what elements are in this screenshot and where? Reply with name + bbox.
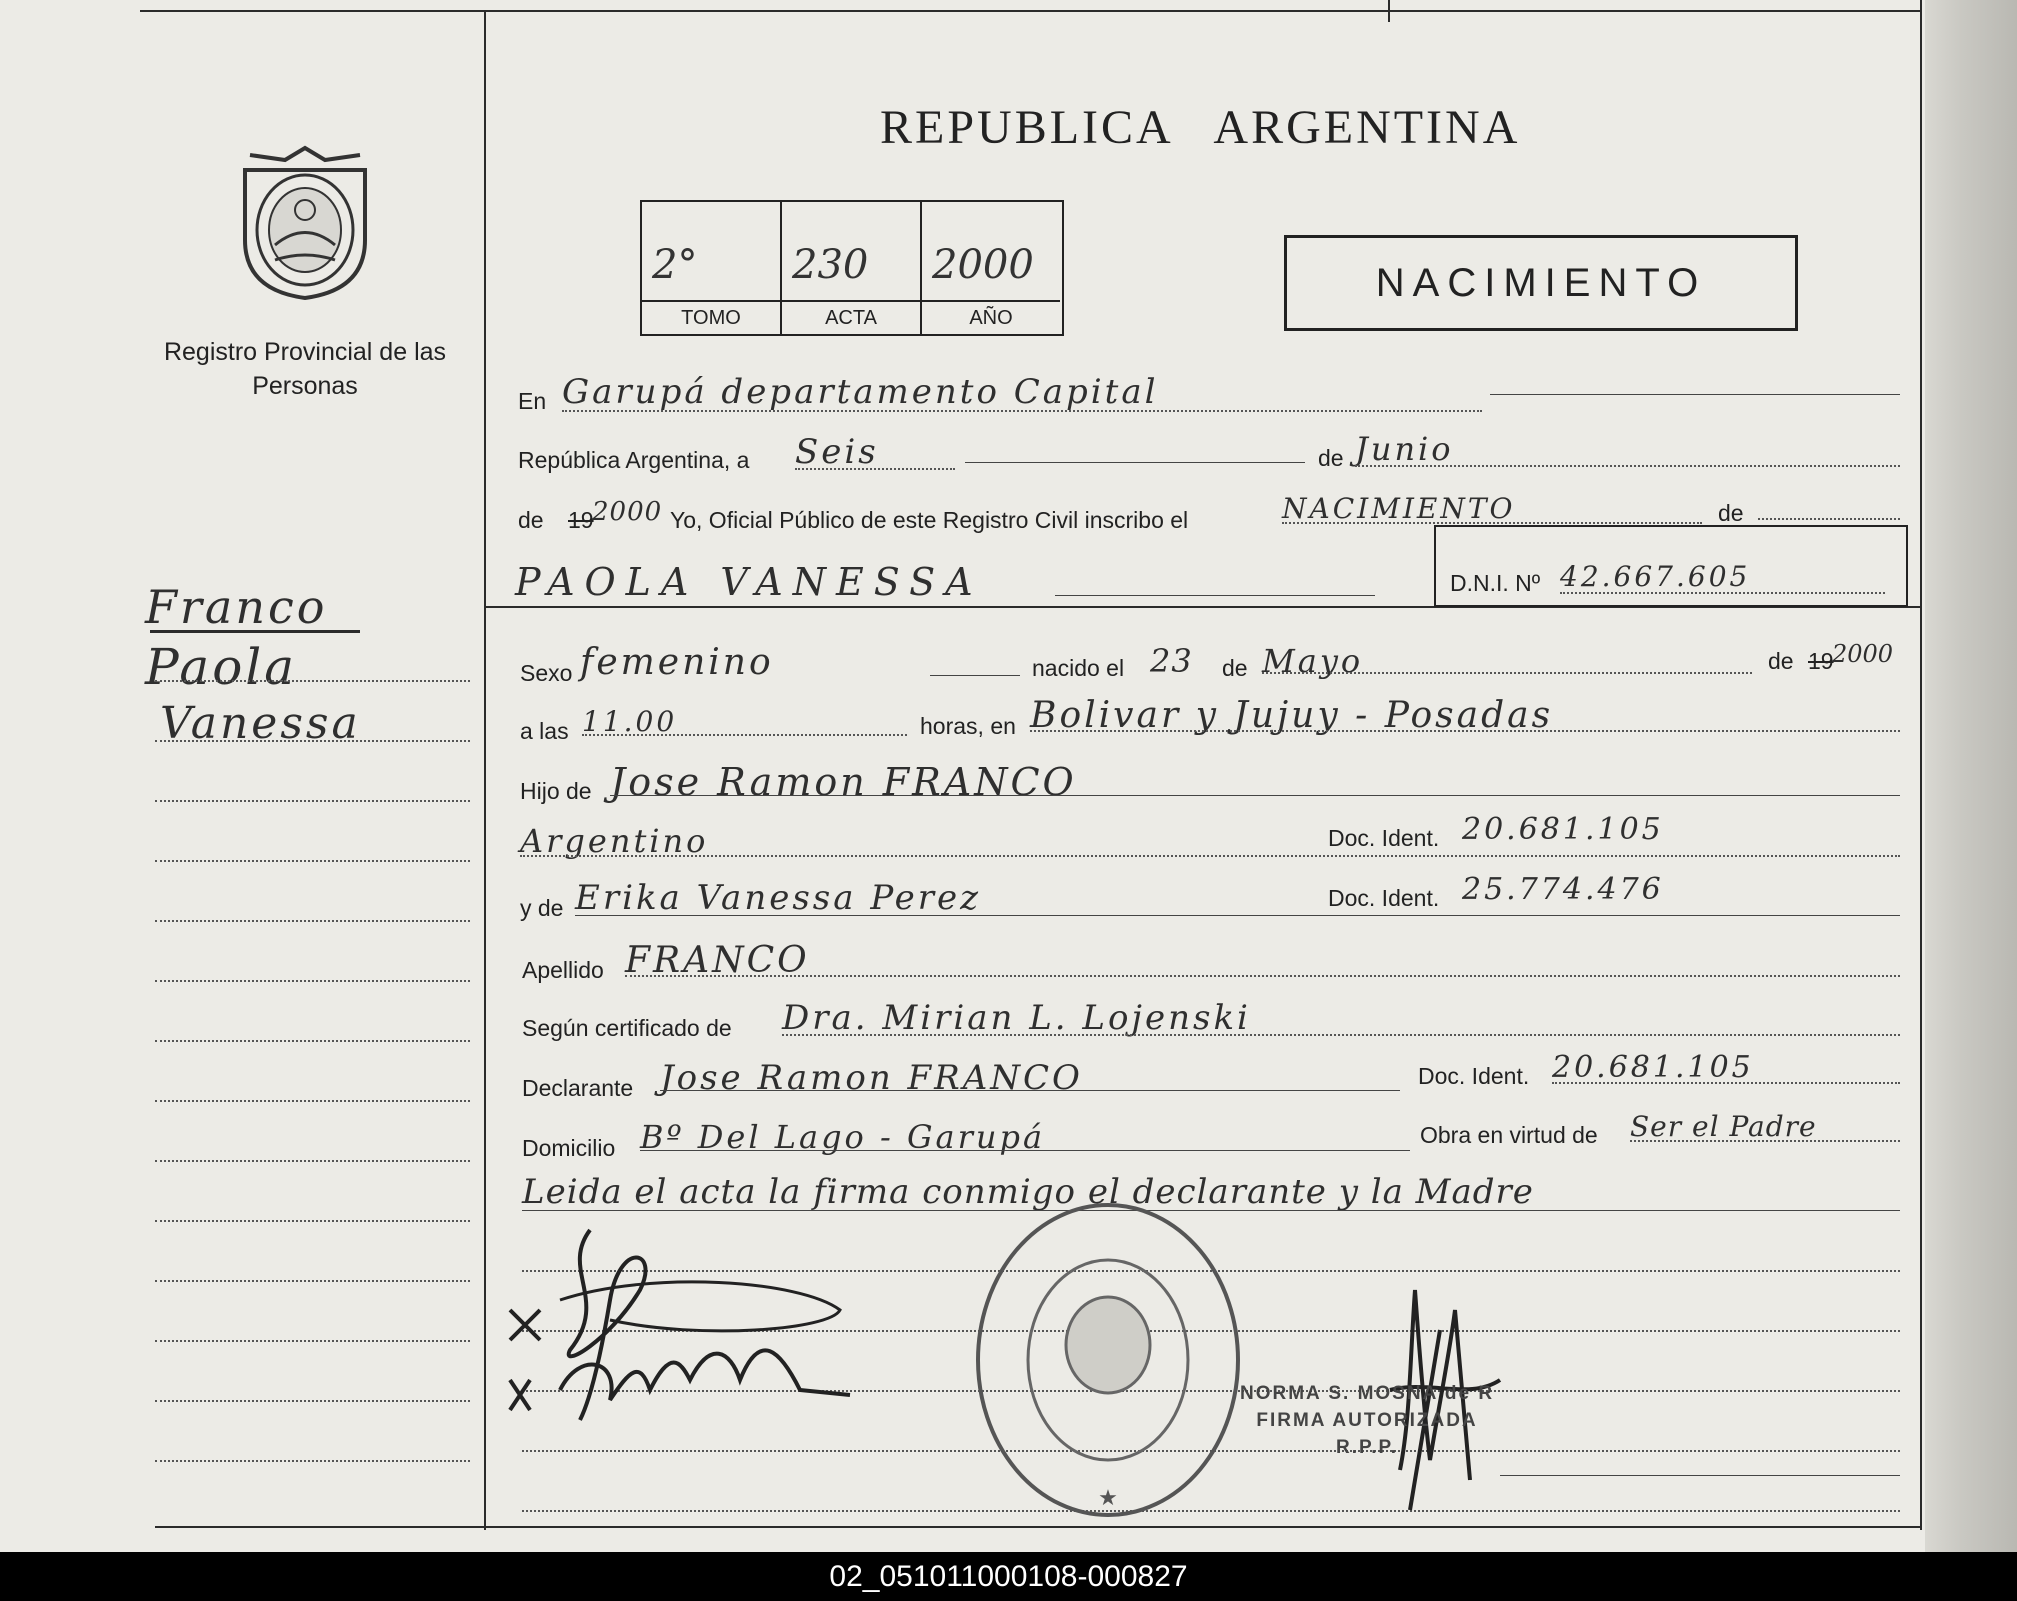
registration-box (640, 200, 1064, 336)
de4-label: de (1222, 655, 1248, 681)
margin-line (155, 1040, 470, 1042)
margin-line (155, 1100, 470, 1102)
year-value: 2000 (592, 497, 663, 527)
en-label: En (518, 388, 547, 414)
segun-label: Según certificado de (522, 1015, 732, 1041)
doc2-label: Doc. Ident. (1328, 885, 1440, 911)
margin-line (155, 920, 470, 922)
nacionalidad-padre: Argentino (520, 822, 709, 860)
dotted-line (582, 734, 907, 736)
doc1-label: Doc. Ident. (1328, 825, 1440, 851)
top-tick (1388, 0, 1390, 22)
acta-value: 230 (792, 242, 869, 288)
page-edge (1925, 0, 2017, 1552)
dotted-line (1355, 465, 1900, 467)
margin-line (155, 1280, 470, 1282)
margin-line (155, 800, 470, 802)
dia-value: Seis (795, 432, 879, 472)
margin-line (155, 740, 470, 742)
misiones-crest-icon (230, 140, 380, 300)
rule-line (1490, 394, 1900, 395)
anio-value: 2000 (932, 242, 1034, 288)
de-label: de (1318, 445, 1344, 471)
hora-value: 11.00 (582, 705, 678, 738)
sexo-value: femenino (580, 642, 774, 683)
stamp-line-3: R.P.P. (1336, 1437, 1399, 1458)
declarant-signature (500, 1210, 870, 1440)
dotted-line (1030, 730, 1900, 732)
madre-value: Erika Vanessa Perez (575, 878, 982, 918)
margin-given-2: Vanessa (160, 698, 361, 749)
nacido-label: nacido el (1032, 655, 1125, 681)
rule-line (1500, 1475, 1900, 1476)
margin-underline (150, 630, 360, 633)
authorized-signature-stamp (1240, 1380, 1494, 1461)
stamp-line-2: FIRMA AUTORIZADA (1256, 1410, 1478, 1431)
yo-text: Yo, Oficial Público de este Registro Civil inscribo el (670, 507, 1189, 533)
apellido-label: Apellido (522, 957, 604, 983)
top-border (140, 10, 1922, 12)
segun-value: Dra. Mirian L. Lojenski (782, 998, 1251, 1038)
rule-line (575, 915, 1900, 916)
rule-line (640, 1150, 1410, 1151)
sexo-label: Sexo (520, 660, 573, 686)
margin-line (155, 1460, 470, 1462)
leida-text: Leida el acta la firma conmigo el declarante y la Madre (522, 1172, 1534, 1212)
margin-line (155, 1220, 470, 1222)
mes-nac: Mayo (1262, 642, 1364, 680)
rule-line (660, 1090, 1400, 1091)
record-type-box: NACIMIENTO (1284, 235, 1798, 331)
margin-line (155, 680, 470, 682)
domicilio-label: Domicilio (522, 1135, 616, 1161)
dotted-line (1560, 592, 1885, 594)
apellido-value: FRANCO (625, 940, 810, 981)
obra-label: Obra en virtud de (1420, 1122, 1598, 1148)
declarante-label: Declarante (522, 1075, 634, 1101)
tomo-cell (642, 202, 782, 334)
dotted-line (1758, 518, 1900, 520)
acta-cell (782, 202, 922, 334)
svg-text:★: ★ (1098, 1486, 1118, 1511)
en-value: Garupá departamento Capital (562, 372, 1159, 412)
margin-line (155, 980, 470, 982)
domicilio-value: Bº Del Lago - Garupá (640, 1118, 1046, 1156)
margin-line (155, 1340, 470, 1342)
dotted-line (1262, 672, 1752, 674)
rule-line (965, 462, 1305, 463)
margin-line (155, 1400, 470, 1402)
margin-line (155, 860, 470, 862)
margin-line (155, 1160, 470, 1162)
dni-value: 42.667.605 (1560, 560, 1751, 593)
mes-value: Junio (1355, 430, 1454, 468)
document-code: 02_051011000108-000827 (829, 1560, 1188, 1593)
horas-label: horas, en (920, 713, 1016, 739)
doc3-value: 20.681.105 (1552, 1050, 1754, 1085)
year-prefix-2: 19 (1808, 648, 1834, 674)
hijo-label: Hijo de (520, 778, 592, 804)
tomo-value: 2° (652, 242, 698, 288)
anio-nac: 2000 (1832, 640, 1894, 668)
tomo-label: TOMO (642, 300, 780, 334)
margin-divider (484, 10, 486, 1530)
rule-line (610, 795, 1900, 796)
declarante-value: Jose Ramon FRANCO (660, 1058, 1083, 1098)
anio-label: AÑO (922, 300, 1060, 334)
dotted-line (562, 410, 1482, 412)
rule-line (930, 675, 1020, 676)
margin-surname: Franco (145, 580, 328, 634)
dotted-line (795, 468, 955, 470)
de3-label: de (1718, 500, 1744, 526)
doc2-value: 25.774.476 (1462, 872, 1664, 907)
anio-cell (922, 202, 1060, 334)
doc3-label: Doc. Ident. (1418, 1063, 1530, 1089)
de2-label: de (518, 507, 544, 533)
republica-label: República Argentina, a (518, 447, 750, 473)
rule-line (1055, 595, 1375, 596)
year-prefix: 19 (568, 507, 594, 533)
registry-name: Registro Provincial de las Personas (163, 338, 447, 400)
margin-given-1: Paola (145, 638, 298, 696)
obra-value: Ser el Padre (1630, 1110, 1817, 1143)
right-border (1920, 0, 1922, 1530)
stamp-line-1: NORMA S. MOSNA de R (1240, 1383, 1495, 1404)
dotted-line (520, 855, 1900, 857)
lugar-value: Bolivar y Jujuy - Posadas (1030, 695, 1554, 736)
inscribe-value: NACIMIENTO (1282, 492, 1516, 525)
doc1-value: 20.681.105 (1462, 812, 1664, 847)
dni-label: D.N.I. Nº (1450, 570, 1541, 596)
dotted-line (625, 975, 1900, 977)
dotted-line (1552, 1082, 1900, 1084)
official-seal-icon (968, 1195, 1248, 1525)
dotted-line (1630, 1140, 1900, 1142)
page-title: REPUBLICA ARGENTINA (880, 101, 1521, 154)
nombre-value: PAOLA VANESSA (515, 560, 983, 604)
bottom-border (155, 1526, 1920, 1528)
yde-label: y de (520, 895, 564, 921)
dia-nac: 23 (1150, 642, 1193, 680)
dotted-line (782, 1034, 1900, 1036)
dotted-line (1282, 522, 1702, 524)
padre-value: Jose Ramon FRANCO (610, 760, 1077, 804)
de5-label: de (1768, 648, 1794, 674)
acta-label: ACTA (782, 300, 920, 334)
alas-label: a las (520, 718, 569, 744)
